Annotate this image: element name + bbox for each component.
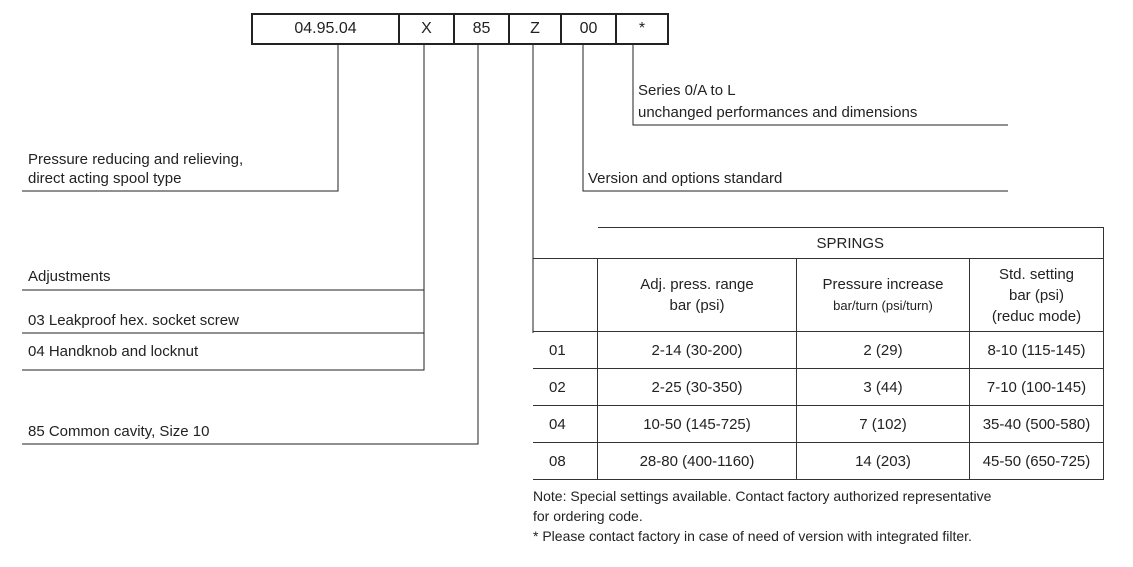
spring-setting: 7-10 (100-145): [970, 369, 1104, 406]
version-label: Version and options standard: [588, 170, 783, 187]
series-label: Series 0/A to L: [638, 82, 736, 99]
springs-table: [533, 227, 1104, 480]
note-line-1: Note: Special settings available. Contact factory authorized representative: [533, 488, 992, 504]
spring-increase: 2 (29): [797, 332, 970, 369]
header-range: [598, 259, 797, 332]
spring-id: 01: [533, 332, 598, 369]
table-corner: [533, 228, 598, 259]
adjustment-option-04: 04 Handknob and locknut: [28, 343, 199, 360]
spring-id: 02: [533, 369, 598, 406]
spring-id: 08: [533, 443, 598, 480]
code-segment-version: 00: [562, 15, 617, 43]
spring-setting: 35-40 (500-580): [970, 406, 1104, 443]
spring-setting: 45-50 (650-725): [970, 443, 1104, 480]
valve-type-label-1: Pressure reducing and relieving,: [28, 151, 244, 168]
code-segment-adjustment: X: [400, 15, 455, 43]
header-increase-line2: bar/turn (psi/turn): [833, 298, 933, 313]
spring-increase: 7 (102): [797, 406, 970, 443]
table-row: [533, 332, 1104, 369]
note-line-2: for ordering code.: [533, 508, 643, 524]
cavity-label: 85 Common cavity, Size 10: [28, 423, 210, 440]
spring-range: 28-80 (400-1160): [598, 443, 797, 480]
spring-range: 2-14 (30-200): [598, 332, 797, 369]
spring-id: 04: [533, 406, 598, 443]
code-segment-cavity: 85: [455, 15, 510, 43]
header-setting: [970, 259, 1104, 332]
code-segment-spring: Z: [510, 15, 562, 43]
valve-type-label-2: direct acting spool type: [28, 170, 182, 187]
header-increase-line1: Pressure increase: [822, 276, 944, 293]
header-setting-line2: bar (psi): [1008, 286, 1064, 304]
header-increase: [797, 259, 970, 332]
spring-setting: 8-10 (115-145): [970, 332, 1104, 369]
header-setting-line1: Std. setting: [998, 265, 1075, 283]
springs-title: SPRINGS: [598, 228, 1104, 259]
table-row: [533, 369, 1104, 406]
header-id: [533, 259, 598, 332]
leader-cavity: [22, 45, 478, 444]
header-range-line2: bar (psi): [669, 297, 725, 314]
spring-range: 2-25 (30-350): [598, 369, 797, 406]
series-description: unchanged performances and dimensions: [638, 104, 918, 121]
code-segment-model: 04.95.04: [253, 15, 400, 43]
notes: [533, 486, 991, 546]
adjustment-option-03: 03 Leakproof hex. socket screw: [28, 312, 239, 329]
code-segment-series: *: [638, 20, 646, 37]
spring-range: 10-50 (145-725): [598, 406, 797, 443]
table-row: [533, 406, 1104, 443]
table-row: [533, 443, 1104, 480]
adjustments-heading: Adjustments: [28, 268, 111, 285]
spring-increase: 3 (44): [797, 369, 970, 406]
spring-increase: 14 (203): [797, 443, 970, 480]
header-range-line1: Adj. press. range: [640, 276, 754, 293]
header-setting-line3: (reduc mode): [991, 307, 1082, 325]
note-line-3: * Please contact factory in case of need of version with integrated filter.: [533, 528, 972, 544]
